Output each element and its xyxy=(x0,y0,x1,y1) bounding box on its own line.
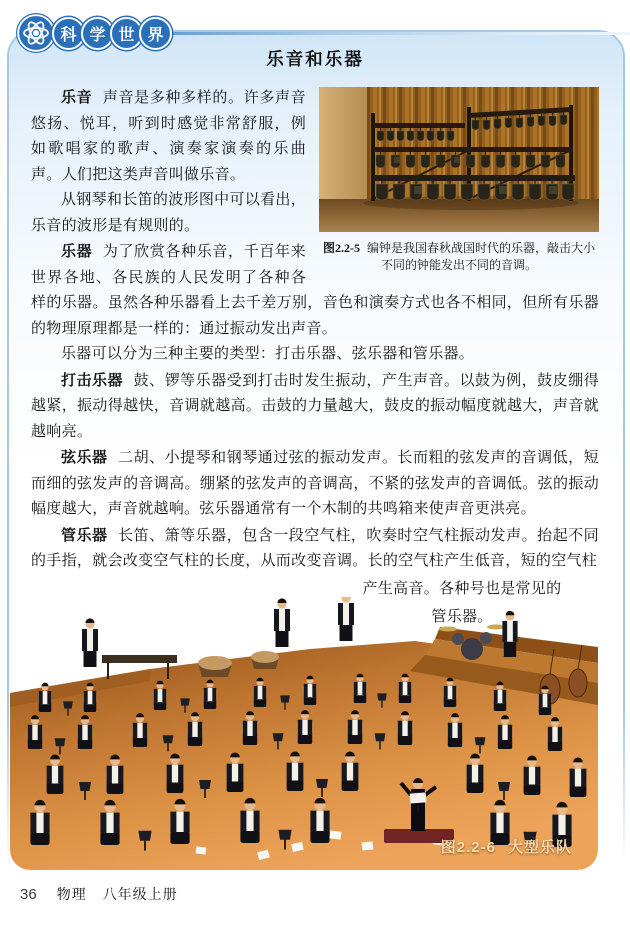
paragraph-wrap-line: 管乐器。 xyxy=(431,608,493,625)
page-title: 乐音和乐器 xyxy=(266,49,364,69)
paragraph-lead: 打击乐器 xyxy=(61,371,124,389)
orchestra-photo xyxy=(10,597,598,870)
paragraph-text: 乐器可以分为三种主要的类型：打击乐器、弦乐器和管乐器。 xyxy=(61,346,475,362)
figure-caption-text: 大型乐队 xyxy=(507,839,572,856)
paragraph-text: 声音是多种多样的。许多声音悠扬、悦耳，听到时感觉非常舒服，例如歌唱家的歌声、演奏家演奏的乐曲声。人们把这类声音叫做乐音。 xyxy=(31,90,306,183)
atom-icon xyxy=(16,13,56,53)
paragraph-text: 二胡、小提琴和钢琴通过弦的振动发声。长而粗的弦发声的音调低，短而细的弦发声的音调高。绷紧的弦发声的音调高，不紧的弦发声的音调低。弦的振动幅度越大，声音就越响。弦乐器通常有一个木制的共鸣箱来使声音更洪亮。 xyxy=(31,450,599,517)
figure-bells xyxy=(319,87,599,274)
figure-caption-text: 编钟是我国春秋战国时代的乐器，敲击大小不同的钟能发出不同的音调。 xyxy=(366,241,595,272)
figure-label: 图2.2-5 xyxy=(322,241,360,255)
paragraph xyxy=(31,342,599,368)
bells-photo xyxy=(319,87,599,232)
paragraph-lead: 乐器 xyxy=(61,243,93,260)
page-number: 36 xyxy=(20,886,37,903)
brand-char: 科 xyxy=(52,17,85,50)
paragraph xyxy=(31,368,599,446)
figure-label: 图2.2-6 xyxy=(440,839,496,856)
article xyxy=(7,30,623,631)
paragraph-text: 为了欣赏各种乐音，千百年来世界各地、各民族的人民发明了各种各样的乐器。虽然各种乐器看上去千差万别，音色和演奏方式也各不相同，但所有乐器的物理原理都是一样的：通过振动发出声音。 xyxy=(31,244,599,337)
footer-subject: 物理 xyxy=(56,886,87,902)
paragraph-wrap-line: 产生高音。各种号也是常见的 xyxy=(362,580,562,597)
brand-char: 学 xyxy=(81,17,114,50)
brand-char: 世 xyxy=(110,17,143,50)
paragraph xyxy=(31,445,599,523)
brand-logo xyxy=(16,13,172,53)
paragraph-lead: 管乐器 xyxy=(61,526,108,544)
brand-char: 界 xyxy=(139,17,172,50)
figure-orchestra xyxy=(10,597,598,870)
paragraph-lead: 乐音 xyxy=(61,89,93,106)
figure-caption xyxy=(319,240,599,274)
paragraph xyxy=(31,523,599,575)
footer-volume: 八年级上册 xyxy=(102,886,178,902)
paragraph-text: 从钢琴和长笛的波形图中可以看出，乐音的波形是有规则的。 xyxy=(31,192,306,234)
paragraph-text: 鼓、锣等乐器受到打击时发生振动，产生声音。以鼓为例，鼓皮绷得越紧，振动得越快，音调就越高。击鼓的力量越大，鼓皮的振动幅度就越大，声音就越响亮。 xyxy=(31,372,599,440)
figure-caption xyxy=(441,836,572,857)
page-footer xyxy=(20,884,178,904)
paragraph-lead: 弦乐器 xyxy=(61,449,108,466)
paragraph-text: 长笛、箫等乐器，包含一段空气柱，吹奏时空气柱振动发声。抬起不同的手指，就会改变空气柱的长度，从而改变音调。长的空气柱产生低音，短的空气柱 xyxy=(31,527,599,569)
